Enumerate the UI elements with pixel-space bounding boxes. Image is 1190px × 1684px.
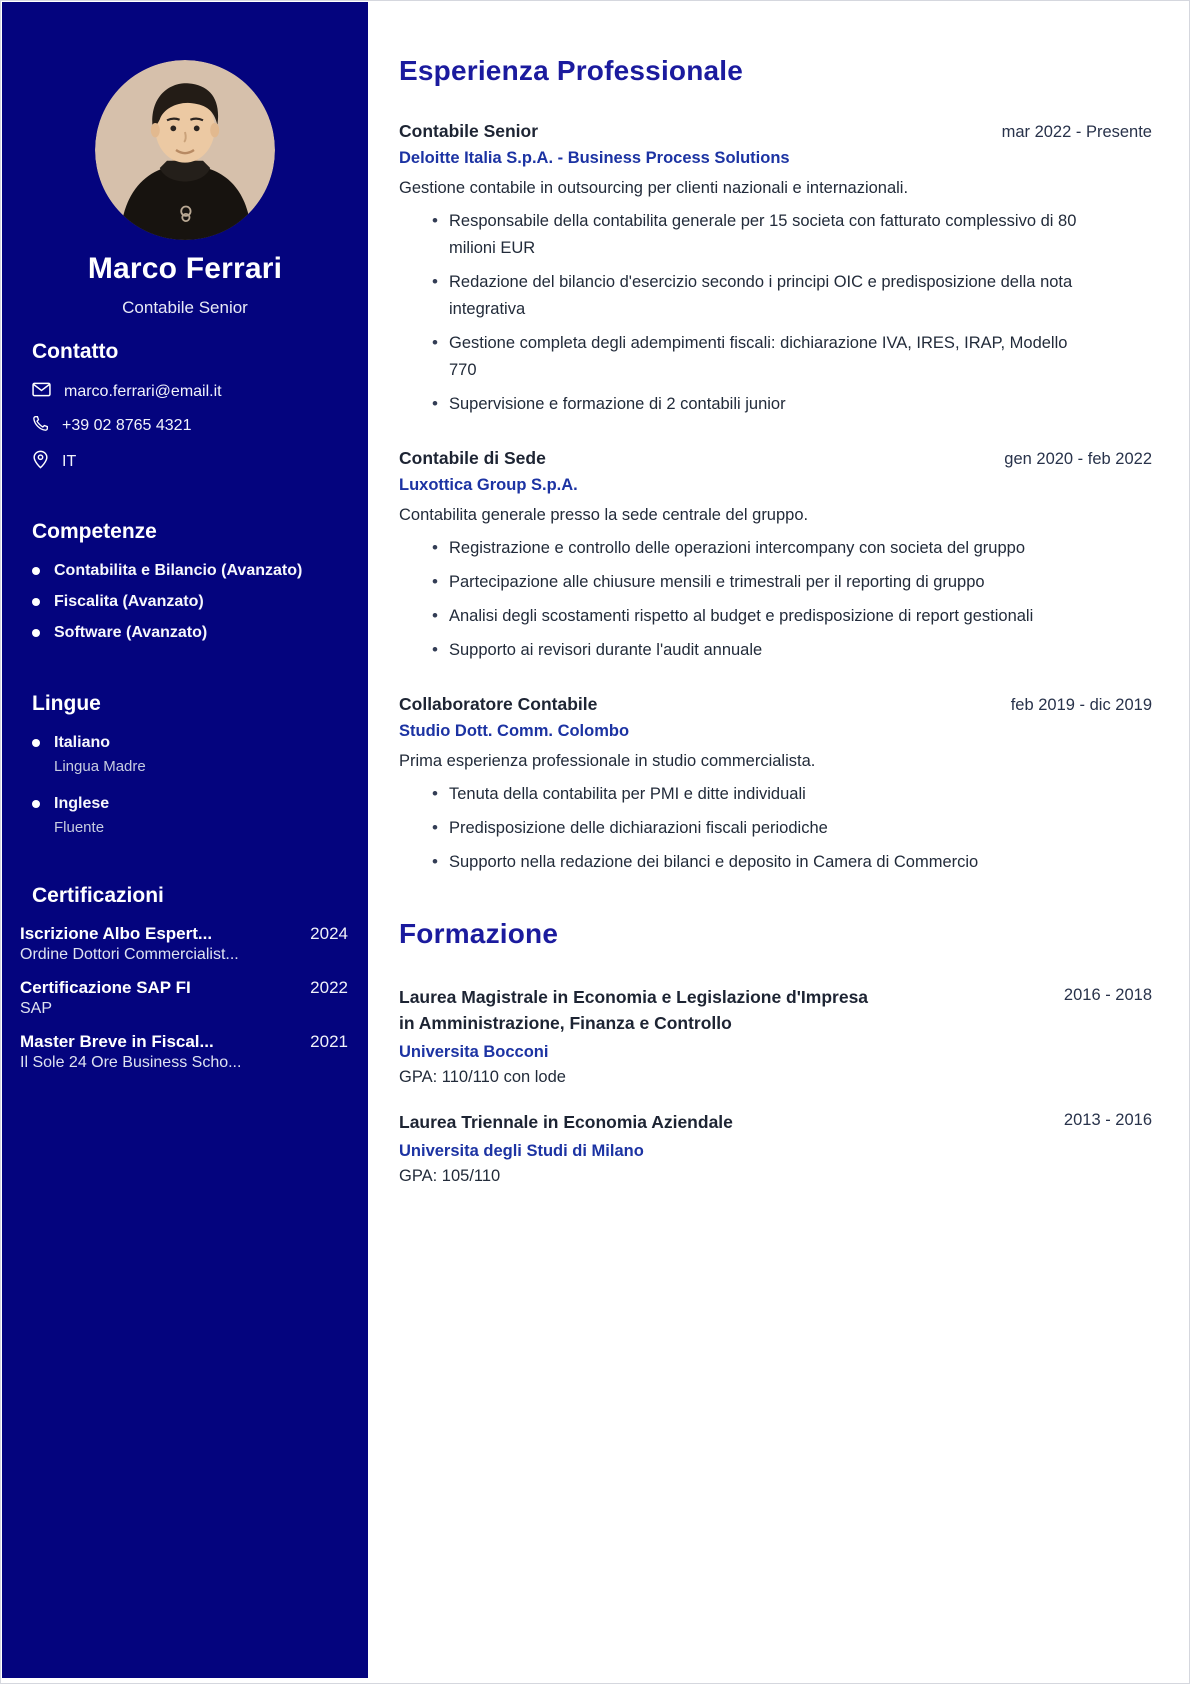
profile-photo bbox=[95, 60, 275, 240]
degree-dates: 2013 - 2016 bbox=[1063, 1111, 1152, 1129]
job-bullet: • Analisi degli scostamenti rispetto al budget e predisposizione di report gestionali bbox=[449, 603, 1089, 630]
avatar-illustration bbox=[95, 60, 275, 240]
job-bullet-list bbox=[399, 208, 1152, 418]
job-bullet-list bbox=[399, 535, 1152, 664]
certification-name: Master Breve in Fiscal... bbox=[20, 1032, 214, 1051]
degree-school: Universita degli Studi di Milano bbox=[399, 1142, 644, 1160]
job-bullet: • Registrazione e controllo delle operazioni intercompany con societa del gruppo bbox=[449, 535, 1089, 562]
certification-item bbox=[2, 1032, 368, 1072]
language-name: Inglese bbox=[54, 795, 110, 812]
degree-dates: 2016 - 2018 bbox=[1063, 986, 1152, 1004]
education-heading: Formazione bbox=[399, 918, 559, 949]
degree-gpa: GPA: 110/110 con lode bbox=[399, 1068, 566, 1086]
job-bullet: • Responsabile della contabilita generale per 15 societa con fatturato complessivo di 80 milioni EUR bbox=[449, 208, 1089, 262]
job-bullet: • Predisposizione delle dichiarazioni fiscali periodiche bbox=[449, 815, 1089, 842]
certification-item bbox=[2, 924, 368, 964]
certification-year: 2021 bbox=[310, 1032, 348, 1051]
job-dates: gen 2020 - feb 2022 bbox=[1004, 450, 1152, 468]
job-bullet-list bbox=[399, 781, 1152, 876]
language-item bbox=[32, 734, 338, 775]
contact-location-row bbox=[32, 450, 338, 474]
certifications-heading: Certificazioni bbox=[32, 884, 164, 907]
person-name: Marco Ferrari bbox=[87, 252, 283, 285]
bullet-dot-icon bbox=[32, 567, 40, 575]
contact-email: marco.ferrari@email.it bbox=[64, 383, 222, 400]
degree-gpa: GPA: 105/110 bbox=[399, 1167, 501, 1185]
certification-issuer: Il Sole 24 Ore Business Scho... bbox=[20, 1054, 242, 1071]
location-pin-icon bbox=[32, 450, 49, 474]
skill-item bbox=[32, 562, 338, 580]
person-role: Contabile Senior bbox=[122, 298, 248, 317]
phone-icon bbox=[32, 415, 49, 437]
job-bullet: • Tenuta della contabilita per PMI e ditte individuali bbox=[449, 781, 1089, 808]
job-title: Contabile di Sede bbox=[399, 448, 546, 468]
language-item bbox=[32, 795, 338, 836]
certification-item bbox=[2, 978, 368, 1018]
contact-phone-row bbox=[32, 415, 338, 437]
education-entry bbox=[399, 1109, 1152, 1186]
job-bullet: • Supporto nella redazione dei bilanci e deposito in Camera di Commercio bbox=[449, 849, 1089, 876]
job-bullet: • Gestione completa degli adempimenti fiscali: dichiarazione IVA, IRES, IRAP, Modello 770 bbox=[449, 330, 1089, 384]
experience-section bbox=[399, 55, 1152, 876]
bullet-dot-icon bbox=[32, 629, 40, 637]
job-company: Studio Dott. Comm. Colombo bbox=[399, 722, 630, 740]
job-title: Contabile Senior bbox=[399, 121, 539, 141]
contact-section bbox=[2, 340, 368, 474]
bullet-dot-icon bbox=[32, 739, 40, 747]
job-title: Collaboratore Contabile bbox=[399, 694, 598, 714]
main-content bbox=[368, 1, 1189, 1683]
degree-title: Laurea Magistrale in Economia e Legislazione d'Impresa in Amministrazione, Finanza e Controllo bbox=[399, 987, 869, 1033]
job-summary: Contabilita generale presso la sede centrale del gruppo. bbox=[399, 506, 809, 524]
bullet-dot-icon bbox=[32, 598, 40, 606]
job-dates: mar 2022 - Presente bbox=[1001, 123, 1152, 141]
languages-heading: Lingue bbox=[32, 692, 101, 715]
certification-name: Certificazione SAP FI bbox=[20, 978, 191, 997]
certification-year: 2024 bbox=[310, 924, 348, 943]
job-entry bbox=[399, 694, 1152, 876]
skill-label: Software (Avanzato) bbox=[54, 624, 208, 641]
language-level: Lingua Madre bbox=[54, 758, 146, 775]
job-company: Deloitte Italia S.p.A. - Business Process Solutions bbox=[399, 149, 790, 167]
certification-name: Iscrizione Albo Espert... bbox=[20, 924, 213, 943]
job-dates: feb 2019 - dic 2019 bbox=[1010, 696, 1152, 714]
degree-title: Laurea Triennale in Economia Aziendale bbox=[399, 1112, 733, 1132]
skill-label: Fiscalita (Avanzato) bbox=[54, 593, 204, 610]
skills-section bbox=[2, 520, 368, 642]
job-bullet: • Redazione del bilancio d'esercizio secondo i principi OIC e predisposizione della nota integrativa bbox=[449, 269, 1089, 323]
job-entry bbox=[399, 448, 1152, 664]
language-level: Fluente bbox=[54, 819, 105, 836]
job-entry bbox=[399, 121, 1152, 418]
job-summary: Prima esperienza professionale in studio commercialista. bbox=[399, 752, 816, 770]
education-section bbox=[399, 918, 1152, 1186]
skills-heading: Competenze bbox=[32, 520, 157, 543]
degree-school: Universita Bocconi bbox=[399, 1043, 549, 1061]
experience-heading: Esperienza Professionale bbox=[399, 55, 744, 86]
contact-phone: +39 02 8765 4321 bbox=[62, 417, 192, 434]
skill-item bbox=[32, 624, 338, 642]
sidebar bbox=[2, 2, 368, 1678]
job-bullet: • Supervisione e formazione di 2 contabili junior bbox=[449, 391, 1089, 418]
skill-item bbox=[32, 593, 338, 611]
education-entry bbox=[399, 984, 1152, 1087]
job-summary: Gestione contabile in outsourcing per clienti nazionali e internazionali. bbox=[399, 179, 909, 197]
contact-location: IT bbox=[62, 453, 77, 470]
job-company: Luxottica Group S.p.A. bbox=[399, 476, 578, 494]
certification-issuer: SAP bbox=[20, 1000, 53, 1017]
envelope-icon bbox=[32, 382, 51, 402]
languages-section bbox=[2, 692, 368, 836]
contact-heading: Contatto bbox=[32, 340, 119, 363]
contact-email-row bbox=[32, 382, 338, 402]
bullet-dot-icon bbox=[32, 800, 40, 808]
job-bullet: • Partecipazione alle chiusure mensili e trimestrali per il reporting di gruppo bbox=[449, 569, 1089, 596]
certifications-section bbox=[2, 884, 368, 1072]
skill-label: Contabilita e Bilancio (Avanzato) bbox=[54, 562, 303, 579]
job-bullet: • Supporto ai revisori durante l'audit annuale bbox=[449, 637, 1089, 664]
certification-year: 2022 bbox=[310, 978, 348, 997]
certification-issuer: Ordine Dottori Commercialist... bbox=[20, 946, 239, 963]
language-name: Italiano bbox=[54, 734, 111, 751]
